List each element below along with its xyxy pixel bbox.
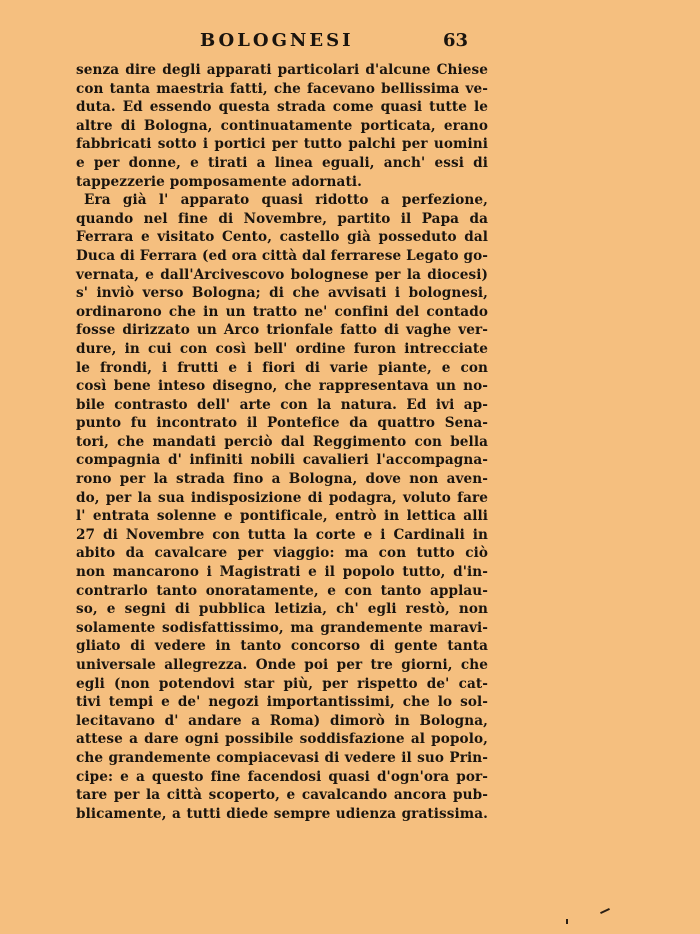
text-line: quando nel fine di Novembre, partito il Papa da [76,210,488,227]
running-header-title: BOLOGNESI [200,30,354,51]
text-line: e per donne, e tirati a linea eguali, anch' essi di [76,154,488,171]
text-line: bile contrasto dell' arte con la natura. Ed ivi ap- [76,396,488,413]
text-line: attese a dare ogni possibile soddisfazione al popolo, [76,731,488,748]
text-line: così bene inteso disegno, che rappresentava un no- [76,378,488,395]
text-line: le frondi, i frutti e i fiori di varie piante, e con [76,359,488,376]
text-line: blicamente, a tutti diede sempre udienza gratissima. [76,805,488,822]
text-line: abito da cavalcare per viaggio: ma con tutto ciò [76,545,488,562]
text-line: universale allegrezza. Onde poi per tre giorni, che [76,657,488,673]
ink-speck [566,919,568,924]
text-line: Duca di Ferrara (ed ora città dal ferrarese Legato go- [76,247,488,264]
text-line: duta. Ed essendo questa strada come quasi tutte le [76,99,488,116]
text-line: che grandemente compiacevasi di vedere il suo Prin- [76,749,488,766]
text-line: tivi tempi e de' negozi importantissimi, che lo sol- [76,694,488,711]
text-line: s' inviò verso Bologna; di che avvisati i bolognesi, [76,285,488,302]
text-line: so, e segni di pubblica letizia, ch' egli restò, non [76,601,488,618]
text-line: gliato di vedere in tanto concorso di gente tanta [76,638,488,655]
text-line: altre di Bologna, continuatamente porticata, erano [76,117,488,134]
text-line: egli (non potendovi star più, per rispetto de' cat- [76,675,488,692]
text-line: compagnia d' infiniti nobili cavalieri l'accompagna- [76,452,488,469]
text-line: lecitavano d' andare a Roma) dimorò in Bologna, [76,712,488,729]
text-line: rono per la strada fino a Bologna, dove non aven- [76,471,488,488]
page-number: 63 [443,30,469,51]
text-line: Era già l' apparato quasi ridotto a perfezione, [84,192,488,209]
text-line: non mancarono i Magistrati e il popolo tutto, d'in- [76,564,488,581]
text-line: contrarlo tanto onoratamente, e con tanto applau- [76,582,488,599]
body-text [76,61,488,823]
text-line: cipe: e a questo fine facendosi quasi d'ogn'ora por- [76,768,488,785]
text-line: solamente sodisfattissimo, ma grandemente maravi- [76,619,488,636]
text-line: vernata, e dall'Arcivescovo bolognese per la diocesi) [76,266,488,283]
text-line: con tanta maestria fatti, che facevano bellissima ve- [76,80,488,97]
text-line: do, per la sua indisposizione di podagra, voluto fare [76,489,488,506]
text-line: l' entrata solenne e pontificale, entrò in lettica alli [76,508,488,525]
text-line: tare per la città scoperto, e cavalcando ancora pub- [76,787,488,804]
text-line: senza dire degli apparati particolari d'alcune Chiese [76,62,488,78]
text-line: tappezzerie pomposamente adornati. [76,173,362,190]
text-line: Ferrara e visitato Cento, castello già posseduto dal [76,229,488,246]
text-line: fosse dirizzato un Arco trionfale fatto di vaghe ver- [76,322,488,339]
text-line: ordinarono che in un tratto ne' confini del contado [76,303,488,320]
ink-speck [600,908,610,914]
text-line: fabbricati sotto i portici per tutto palchi per uomini [76,136,488,153]
text-line: punto fu incontrato il Pontefice da quattro Sena- [76,415,488,432]
text-line: tori, che mandati perciò dal Reggimento con bella [76,433,488,450]
text-line: 27 di Novembre con tutta la corte e i Cardinali in [76,526,488,543]
text-line: dure, in cui con così bell' ordine furon intrecciate [76,340,488,357]
